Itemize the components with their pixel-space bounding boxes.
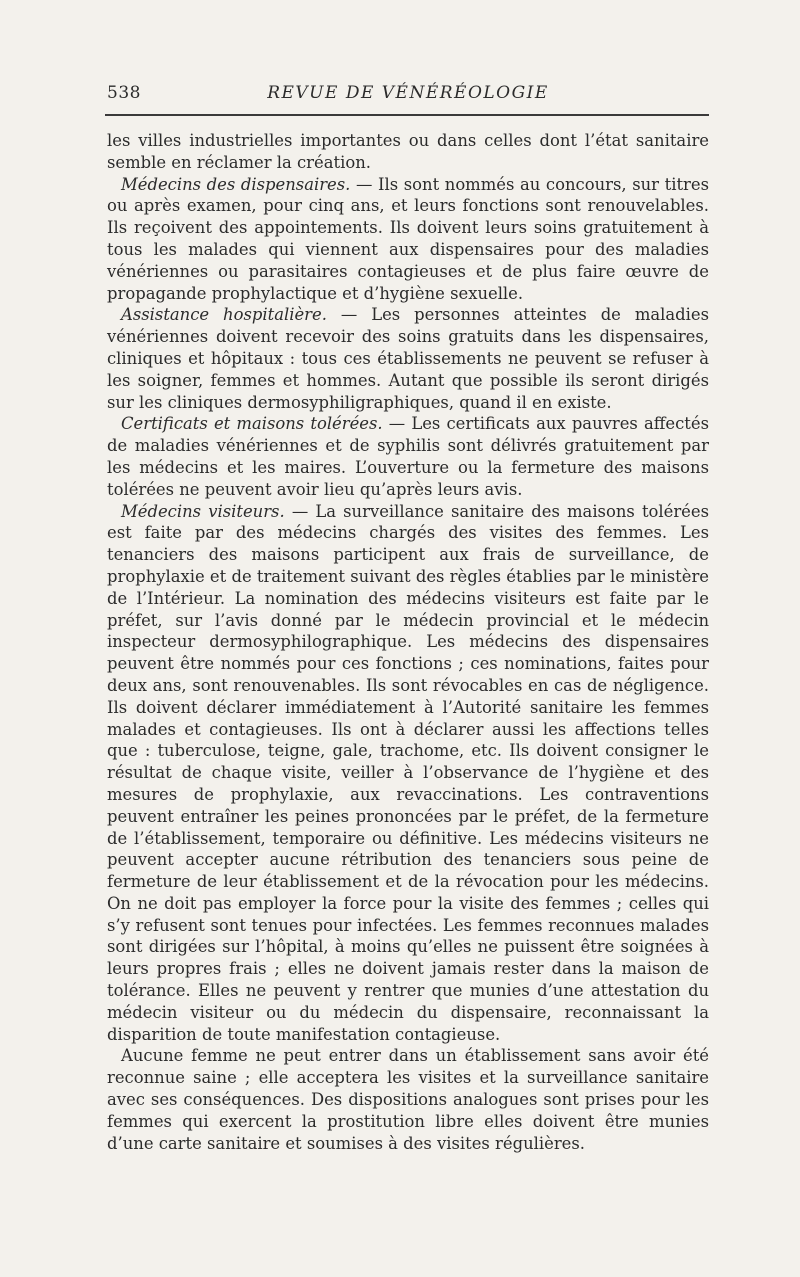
running-title: REVUE DE VÉNÉRÉOLOGIE [267,83,549,103]
paragraph-text: — La surveillance sanitaire des maisons tolérées est faite par des médecins chargés des visites des femmes. Les tenanciers des maisons participent aux frais de surveillance, de prophylaxie et de traitement suivant des règles établies par le ministère de l’Intérieur. La nomination des médecins visiteurs est faite par le préfet, sur l’avis donné par le médecin provincial et le médecin inspecteur dermosyphilographique. Les médecins des dispensaires peuvent être nommés pour ces fonctions ; ces nominations, faites pour deux ans, sont renouvenables. Ils sont révocables en cas de négligence. Ils doivent déclarer immédiatement à l’Autorité sanitaire les femmes malades et contagieuses. Ils ont à déclarer aussi les affections telles que : tuberculose, teigne, gale, trachome, etc. Ils doivent consigner le résultat de chaque visite, veiller à l’observance de l’hygiène et des mesures de prophylaxie, aux revaccinations. Les contraventions peuvent entraîner les peines prononcées par le préfet, de la fermeture de l’établissement, temporaire ou définitive. Les médecins visiteurs ne peuvent accepter aucune rétribution des tenanciers sous peine de fermeture de leur établissement et de la révocation pour les médecins. On ne doit pas employer la force pour la visite des femmes ; celles qui s’y refusent sont tenues pour infectées. Les femmes reconnues malades sont dirigées sur l’hôpital, à moins qu’elles ne puissent être soignées à leurs propres frais ; elles ne doivent jamais rester dans la maison de tolérance. Elles ne peuvent y rentrer que munies d’une attestation du médecin visiteur ou du médecin du dispensaire, reconnaissant la disparition de toute manifestation contagieuse. [107,501,709,1044]
body-text [107,130,709,1154]
header-rule [105,114,709,116]
paragraph-heading: Certificats et maisons tolérées. [121,414,383,434]
paragraph-heading: Assistance hospitalière. [121,305,327,325]
paragraph-heading: Médecins visiteurs. [121,501,285,521]
page-number: 538 [107,83,141,103]
paragraph-text: — Ils sont nommés au concours, sur titres ou après examen, pour cinq ans, et leurs fonctions sont renouvelables. Ils reçoivent des appointements. Ils doivent leurs soins gratuitement à tous les malades qui viennent aux dispensaires pour des maladies vénériennes ou parasitaires contagieuses et de plus faire œuvre de propagande prophylactique et d’hygiène sexuelle. [107,174,709,303]
paragraph-text: — Les personnes atteintes de maladies vénériennes doivent recevoir des soins gratuits dans les dispensaires, cliniques et hôpitaux : tous ces établissements ne peuvent se refuser à les soigner, femmes et hommes. Autant que possible ils seront dirigés sur les cliniques dermosyphiligraphiques, quand il en existe. [107,305,710,412]
paragraph-medecins-dispensaires [107,174,709,305]
paragraph-heading: Médecins des dispensaires. [121,174,351,194]
paragraph-medecins-visiteurs [107,501,709,1046]
page-header [107,83,709,107]
paragraph-assistance-hospitaliere [107,304,709,413]
paragraph-text: les villes industrielles importantes ou dans celles dont l’état sanitaire semble en réclamer la création. [107,131,709,172]
paragraph-continuation [107,130,709,174]
paragraph-certificats [107,413,709,500]
paragraph-aucune-femme [107,1045,709,1154]
paragraph-text: — Les certificats aux pauvres affectés de maladies vénériennes et de syphilis sont délivrés gratuitement par les médecins et les maires. L’ouverture ou la fermeture des maisons tolérées ne peuvent avoir lieu qu’après leurs avis. [107,414,709,499]
paragraph-text: Aucune femme ne peut entrer dans un établissement sans avoir été reconnue saine ; elle acceptera les visites et la surveillance sanitaire avec ses conséquences. Des dispositions analogues sont prises pour les femmes qui exercent la prostitution libre elles doivent être munies d’une carte sanitaire et soumises à des visites régulières. [107,1046,709,1153]
